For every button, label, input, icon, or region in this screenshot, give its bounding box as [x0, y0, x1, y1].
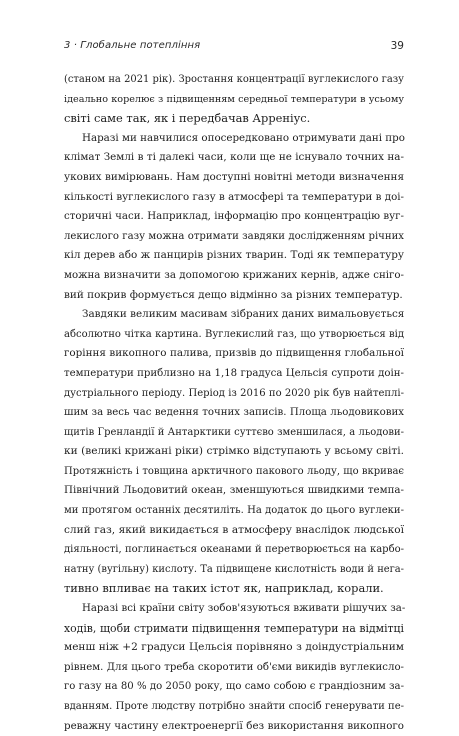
- text-line: абсолютно чітка картина. Вуглекислий газ, що утворюється від: [64, 328, 404, 340]
- text-line: ми протягом останніх десятиліть. На додаток до цього вуглеки-: [64, 505, 404, 517]
- page-number: 39: [390, 40, 404, 52]
- text-line: рівнем. Для цього треба скоротити об'єми викидів вуглекисло-: [64, 661, 404, 673]
- text-line: Наразі ми навчилися опосередковано отримувати дані про: [82, 131, 405, 144]
- text-line: Завдяки великим масивам зібраних даних вимальовується: [82, 308, 405, 321]
- text-line: температури приблизно на 1,18 градуса Цельсія супроти доін-: [64, 367, 404, 379]
- text-line: менш ніж +2 градуси Цельсія порівняно з доіндустріальним: [64, 641, 404, 654]
- text-line: ки (великі крижані ріки) стрімко відступають у всьому світі.: [64, 445, 404, 458]
- text-line: ідеально корелює з підвищенням середньої температури в усьому: [64, 93, 404, 105]
- paragraph: [64, 70, 404, 129]
- text-line: Північний Льодовитий океан, зменшуються швидкими темпа-: [64, 484, 404, 497]
- text-line: реважну частину електроенергії без використання викопного: [64, 719, 404, 732]
- text-line: натну (вугільну) кислоту. Та підвищене кислотність води й нега-: [64, 563, 404, 575]
- text-line: вданням. Проте людству потрібно знайти спосіб генерувати пе-: [64, 701, 404, 712]
- page-header: [64, 40, 404, 54]
- text-line: сторичні часи. Наприклад, інформацію про концентрацію вуг-: [64, 211, 404, 223]
- text-line: дустріального періоду. Період із 2016 по 2020 рік був найтеплі-: [64, 387, 404, 399]
- text-line: світі саме так, як і передбачав Арреніус.: [64, 111, 311, 126]
- text-line: діяльності, поглинається океанами й перетворюється на карбо-: [64, 544, 404, 556]
- text-line: ходів, щоби стримати підвищення температури на відмітці: [64, 621, 404, 635]
- paragraph: [64, 305, 404, 599]
- text-line: Протяжність і товщина арктичного пакового льоду, що вкриває: [64, 465, 404, 477]
- text-line: Наразі всі країни світу зобов'язуються вживати рішучих за-: [82, 603, 406, 615]
- text-line: кіл дерев або ж панцирів різних тварин. Тоді як температуру: [64, 249, 404, 262]
- text-line: горіння викопного палива, призвів до підвищення глобальної: [64, 347, 404, 360]
- paragraph: [64, 129, 404, 305]
- paragraph: [64, 599, 404, 736]
- text-line: тивно впливає на таких істот як, наприклад, корали.: [64, 581, 384, 596]
- text-line: (станом на 2021 рік). Зростання концентрації вуглекислого газу: [64, 74, 404, 85]
- text-line: укових вимірювань. Нам доступні новітні методи визначення: [64, 170, 404, 183]
- text-line: шим за весь час ведення точних записів. Площа льодовикових: [64, 407, 404, 419]
- text-line: го газу на 80 % до 2050 року, що само собою є грандіозним за-: [64, 681, 404, 693]
- text-line: вий покрив формується дещо відмінно за різних температур.: [64, 288, 403, 301]
- body-text: [64, 70, 404, 736]
- text-line: можна визначити за допомогою крижаних кернів, адже сніго-: [64, 269, 404, 281]
- text-line: слий газ, який викидається в атмосферу внаслідок людської: [64, 523, 404, 536]
- text-line: кількості вуглекислого газу в атмосфері та температури в доі-: [64, 190, 404, 203]
- running-head: 3 · Глобальне потепління: [64, 40, 201, 51]
- text-line: клімат Землі в ті далекі часи, коли ще не існувало точних на-: [64, 151, 404, 164]
- text-line: лекислого газу можна отримати завдяки дослідженням річних: [64, 230, 404, 242]
- text-line: щитів Гренландії й Антарктики суттєво зменшилася, а льодови-: [64, 426, 404, 438]
